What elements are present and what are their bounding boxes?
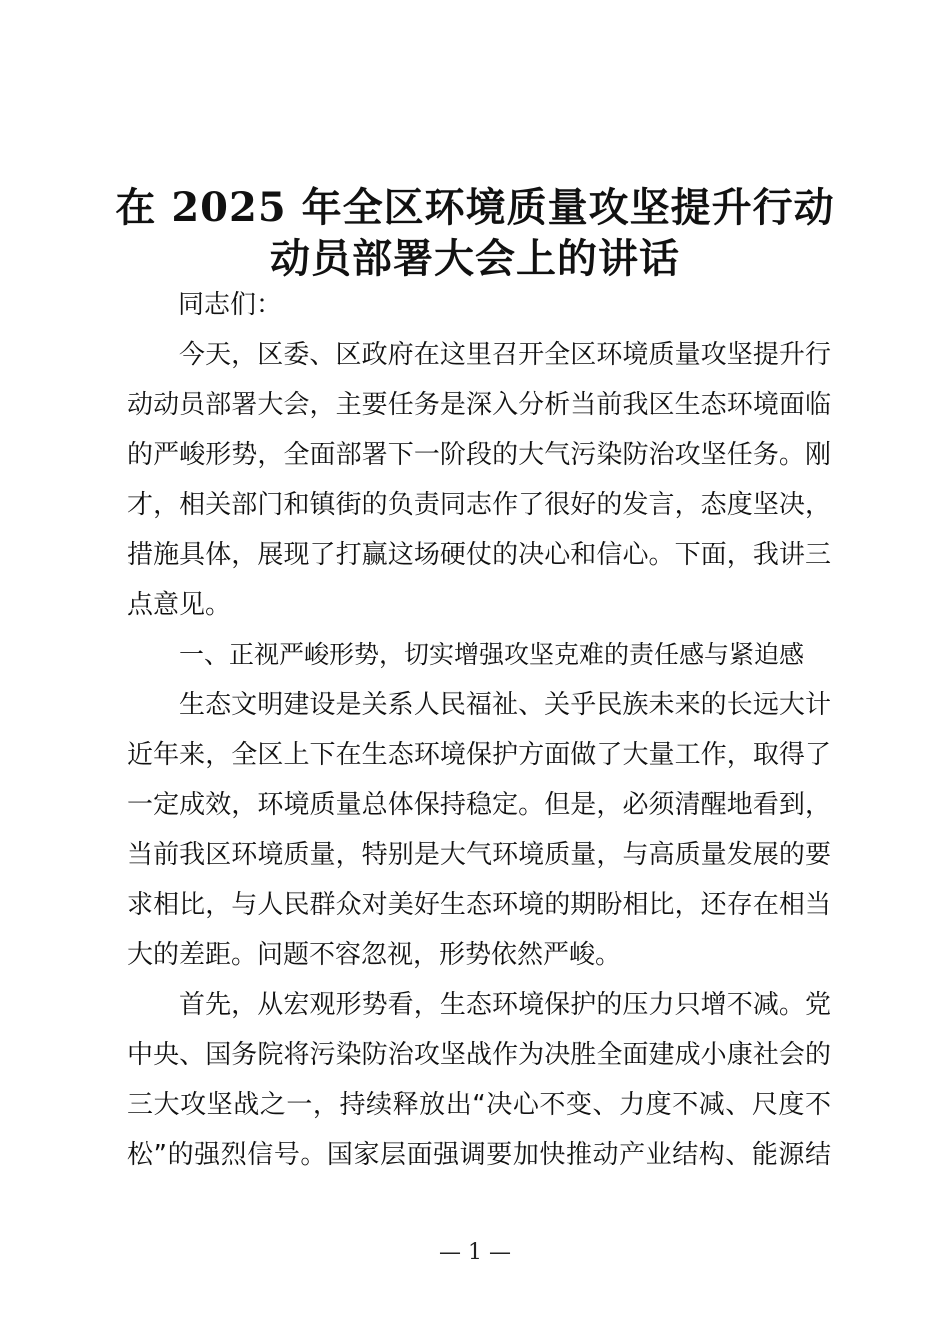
paragraph-line: 中央、国务院将污染防治攻坚战作为决胜全面建成小康社会的 [127,1040,831,1070]
document-title-line-1: 在 2025 年全区环境质量攻坚提升行动 [115,184,835,231]
paragraph-line: 点意见。 [127,590,232,620]
paragraph-line: 今天，区委、区政府在这里召开全区环境质量攻坚提升行 [179,340,831,370]
document-title-line-2: 动员部署大会上的讲话 [270,235,680,282]
salutation: 同志们： [178,290,283,320]
paragraph-line: 才，相关部门和镇街的负责同志作了很好的发言，态度坚决， [127,490,831,520]
section-heading-1 [127,630,831,680]
paragraph-line: 动动员部署大会，主要任务是深入分析当前我区生态环境面临 [127,390,831,420]
paragraph-line: 当前我区环境质量，特别是大气环境质量，与高质量发展的要 [127,840,831,870]
paragraph-3 [127,980,831,1180]
paragraph-1 [127,330,831,630]
paragraph-line: 生态文明建设是关系人民福祉、关乎民族未来的长远大计 [179,690,831,720]
paragraph-line: 的严峻形势，全面部署下一阶段的大气污染防治攻坚任务。刚 [127,440,831,470]
paragraph-line: 求相比，与人民群众对美好生态环境的期盼相比，还存在相当 [127,890,831,920]
paragraph-line: 一定成效，环境质量总体保持稳定。但是，必须清醒地看到， [127,790,831,820]
paragraph-2 [127,680,831,980]
paragraph-line: 近年来，全区上下在生态环境保护方面做了大量工作，取得了 [127,740,831,770]
paragraph-line: 首先，从宏观形势看，生态环境保护的压力只增不减。党 [179,990,831,1020]
paragraph-line: 大的差距。问题不容忽视，形势依然严峻。 [127,940,622,970]
paragraph-line: 松”的强烈信号。国家层面强调要加快推动产业结构、能源结 [127,1140,831,1170]
section-heading-text: 一、正视严峻形势，切实增强攻坚克难的责任感与紧迫感 [179,640,805,669]
page-number: — 1 — [439,1240,511,1265]
paragraph-line: 三大攻坚战之一，持续释放出“决心不变、力度不减、尺度不 [127,1090,831,1120]
paragraph-line: 措施具体，展现了打赢这场硬仗的决心和信心。下面，我讲三 [127,540,831,570]
